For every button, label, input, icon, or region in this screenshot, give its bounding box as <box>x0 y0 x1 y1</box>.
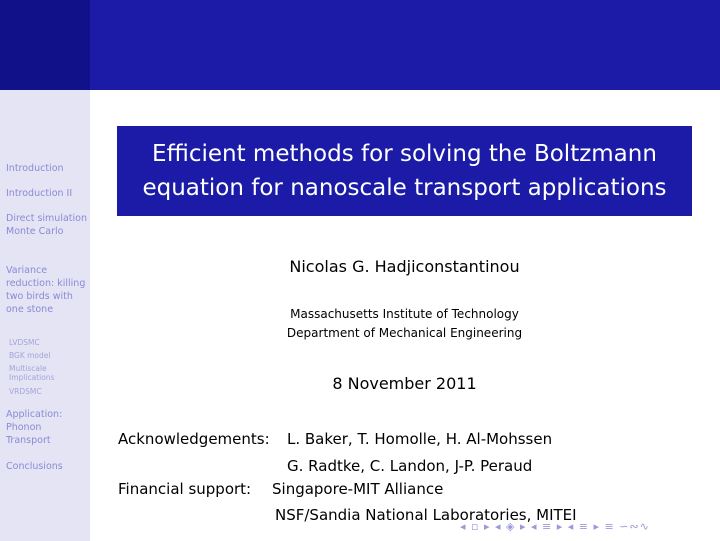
sidebar-subitem-lvdsmc[interactable]: LVDSMC <box>9 338 40 347</box>
sidebar-subitem-vrdsmc[interactable]: VRDSMC <box>9 387 42 396</box>
sidebar <box>0 90 90 541</box>
sidebar-item-application[interactable]: Application: Phonon Transport <box>6 409 63 446</box>
acknowledgements-label: Acknowledgements: <box>118 430 270 448</box>
sidebar-subitem-bgk-model[interactable]: BGK model <box>9 351 51 360</box>
sidebar-item-conclusions[interactable]: Conclusions <box>6 461 63 472</box>
sidebar-item-variance-reduction[interactable]: Variance reduction: killing two birds with one stone <box>6 265 86 315</box>
institution: Massachusetts Institute of Technology <box>290 307 519 321</box>
sidebar-subitem-multiscale[interactable]: Multiscale Implications <box>9 364 55 382</box>
slide-title-line1: Efficient methods for solving the Boltzmann <box>152 141 657 167</box>
sidebar-item-introduction-ii[interactable]: Introduction II <box>6 188 73 199</box>
date: 8 November 2011 <box>332 374 477 393</box>
financial-support-line1: Singapore-MIT Alliance <box>272 480 444 498</box>
author: Nicolas G. Hadjiconstantinou <box>289 257 520 276</box>
slide-title-box <box>117 126 692 216</box>
department: Department of Mechanical Engineering <box>286 326 523 340</box>
beamer-navigation-icons[interactable]: ◂ ▫ ▸ ◂ ◈ ▸ ◂ ≡ ▸ ◂ ≡ ▸ ≡ ∽∾∿ <box>460 520 650 533</box>
header-corner <box>0 0 90 90</box>
header-band <box>90 0 720 90</box>
financial-support-line2: NSF/Sandia National Laboratories, MITEI <box>275 506 577 524</box>
acknowledgements-line2: G. Radtke, C. Landon, J-P. Peraud <box>287 457 533 475</box>
sidebar-item-introduction[interactable]: Introduction <box>6 163 64 174</box>
financial-support-label: Financial support: <box>118 480 252 498</box>
slide-title-line2: equation for nanoscale transport applications <box>142 175 667 201</box>
sidebar-item-dsmc[interactable]: Direct simulation Monte Carlo <box>6 213 87 237</box>
acknowledgements-line1: L. Baker, T. Homolle, H. Al-Mohssen <box>287 430 553 448</box>
